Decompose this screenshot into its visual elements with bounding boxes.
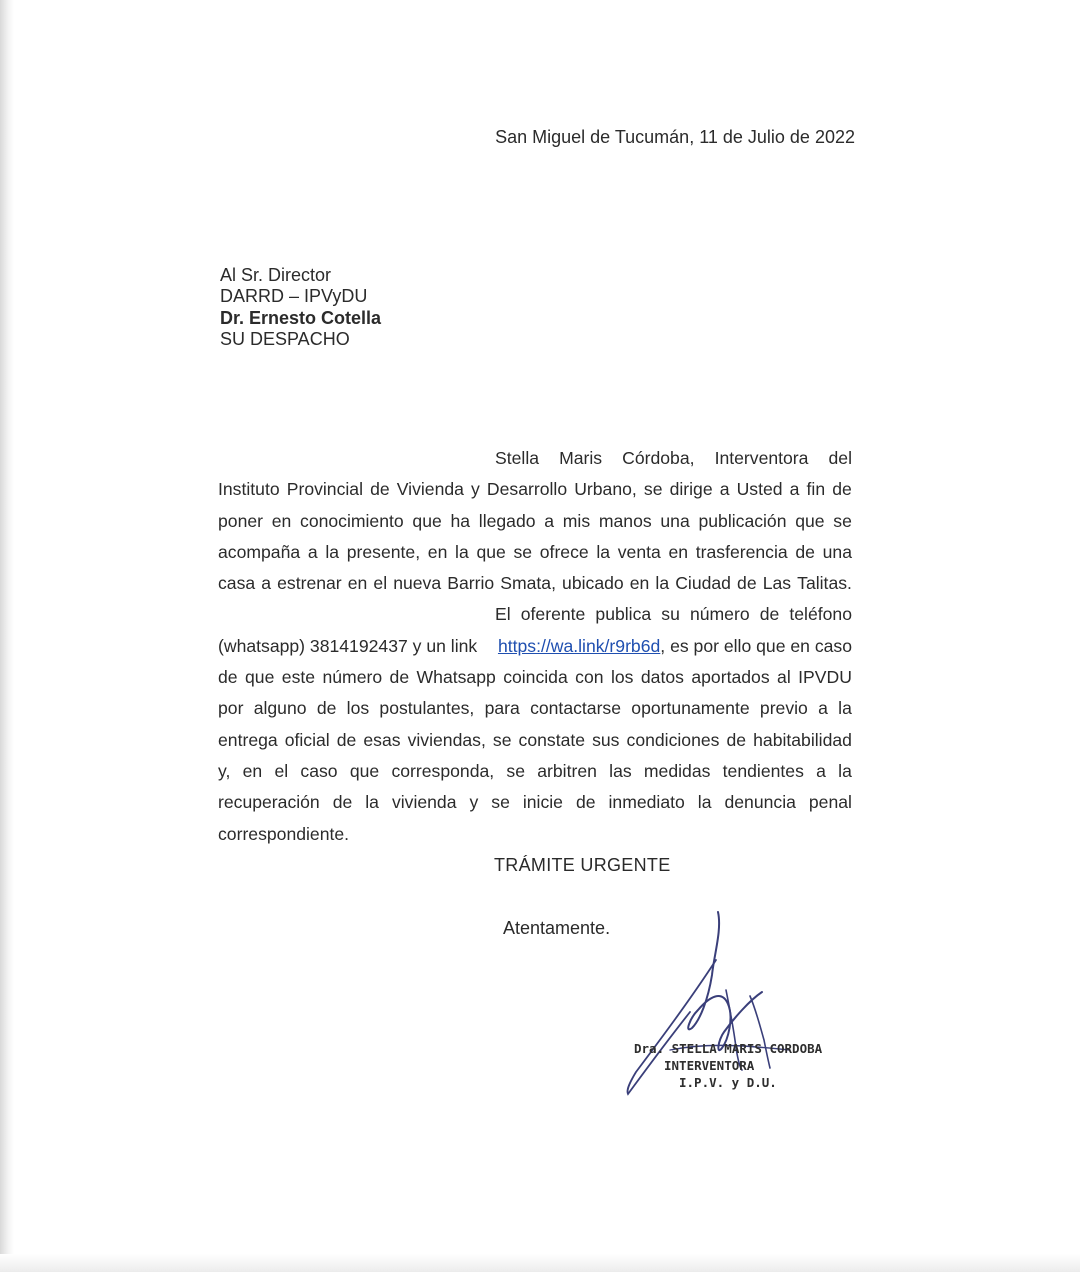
paragraph-text: , es por ello que en caso: [660, 635, 852, 656]
recipient-office: DARRD – IPVyDU: [220, 286, 368, 306]
paragraph-line: acompaña a la presente, en la que se ofrece la venta en trasferencia de una: [218, 541, 852, 562]
paragraph-line: Stella Maris Córdoba, Interventora del: [495, 448, 852, 468]
paragraph-line: Instituto Provincial de Vivienda y Desarrollo Urbano, se dirige a Usted a fin de: [218, 479, 852, 500]
paragraph-line: casa a estrenar en el nueva Barrio Smata, ubicado en la Ciudad de Las Talitas.: [218, 573, 852, 594]
closing: Atentamente.: [503, 918, 611, 938]
paragraph-line: por alguno de los postulantes, para contactarse oportunamente previo a la: [218, 698, 852, 719]
recipient-name: Dr. Ernesto Cotella: [220, 308, 382, 328]
paragraph-1: [218, 448, 852, 855]
paragraph-line: El oferente publica su número de teléfono: [495, 604, 852, 625]
recipient-title: Al Sr. Director: [220, 265, 332, 285]
paragraph-line: correspondiente.: [218, 823, 350, 844]
paragraph-line: entrega oficial de esas viviendas, se constate sus condiciones de habitabilidad: [218, 729, 852, 750]
paragraph-line: y, en el caso que corresponda, se arbitren las medidas tendientes a la: [218, 760, 852, 781]
urgent-notice: TRÁMITE URGENTE: [494, 855, 671, 875]
paragraph-line: de que este número de Whatsapp coincida con los datos aportados al IPVDU: [218, 667, 852, 688]
paragraph-line: recuperación de la vivienda y se inicie de inmediato la denuncia penal: [218, 792, 852, 813]
paragraph-line-with-link: [218, 636, 852, 667]
whatsapp-link[interactable]: https://wa.link/r9rb6d: [497, 635, 661, 656]
recipient-despacho: SU DESPACHO: [220, 329, 350, 349]
paragraph-line: poner en conocimiento que ha llegado a mis manos una publicación que se: [218, 510, 852, 531]
date-line: San Miguel de Tucumán, 11 de Julio de 2022: [495, 127, 855, 147]
official-stamp: [634, 1040, 822, 1091]
stamp-name: Dra. STELLA MARIS CORDOBA: [634, 1041, 823, 1056]
paragraph-text: (whatsapp) 3814192437 y un link: [218, 635, 478, 656]
stamp-role: INTERVENTORA: [664, 1058, 755, 1073]
stamp-institution: I.P.V. y D.U.: [679, 1075, 777, 1090]
